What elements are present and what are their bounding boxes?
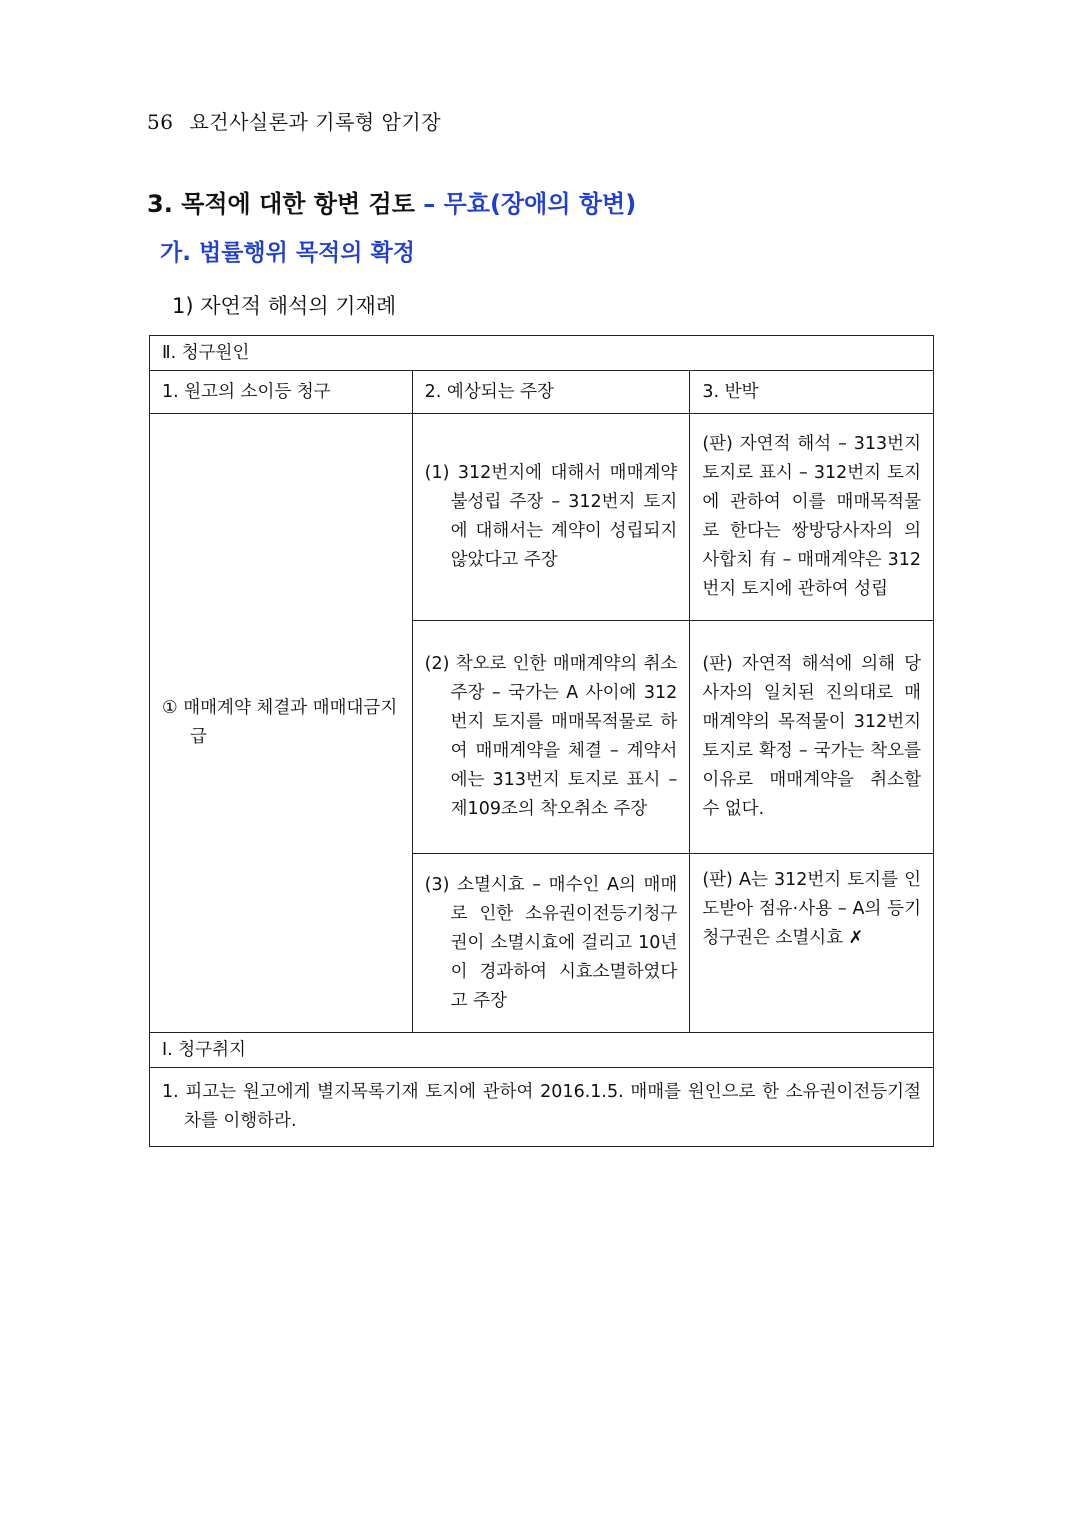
- section-title-main: 3. 목적에 대한 항변 검토: [147, 190, 415, 218]
- claim-table: [149, 335, 934, 1147]
- section-title: [147, 184, 636, 219]
- rebuttal-text: (판) A는 312번지 토지를 인도받아 점유·사용 – A의 등기청구권은 소멸시효 ✗: [702, 870, 921, 948]
- assertion-cell: [412, 621, 690, 854]
- cause-header-cell: Ⅱ. 청구원인: [150, 336, 934, 371]
- purpose-body-cell: [150, 1068, 934, 1147]
- book-title: 요건사실론과 기록형 암기장: [189, 110, 442, 134]
- rebuttal-text: (판) 자연적 해석 – 313번지 토지로 표시 – 312번지 토지에 관하여 이를 매매목적물로 한다는 쌍방당사자의 의사합치 有 – 매매계약은 312번지 토지에 관하여 성립: [702, 434, 921, 599]
- purpose-header-cell: Ⅰ. 청구취지: [150, 1033, 934, 1068]
- column-header-claim: 1. 원고의 소이등 청구: [150, 371, 413, 414]
- rebuttal-text: (판) 자연적 해석에 의해 당사자의 일치된 진의대로 매매계약의 목적물이 312번지 토지로 확정 – 국가는 착오를 이유로 매매계약을 취소할 수 없다.: [702, 654, 921, 819]
- purpose-text: 1. 피고는 원고에게 별지목록기재 토지에 관하여 2016.1.5. 매매를 원인으로 한 소유권이전등기절차를 이행하라.: [162, 1082, 921, 1131]
- table-row: [150, 371, 934, 414]
- claim-text: ① 매매계약 체결과 매매대금지급: [162, 698, 398, 747]
- assertion-text: (3) 소멸시효 – 매수인 A의 매매로 인한 소유권이전등기청구권이 소멸시효에 걸리고 10년이 경과하여 시효소멸하였다고 주장: [424, 874, 678, 1011]
- assertion-cell: [412, 854, 690, 1033]
- assertion-text: (2) 착오로 인한 매매계약의 취소 주장 – 국가는 A 사이에 312번지 토지를 매매목적물로 하여 매매계약을 체결 – 계약서에는 313번지 토지로 표시 – 제109조의 착오취소 주장: [424, 654, 678, 819]
- subsection-title: 가. 법률행위 목적의 확정: [160, 240, 415, 266]
- subsubsection-title: 1) 자연적 해석의 기재례: [172, 294, 397, 318]
- claim-cell: [150, 414, 413, 1033]
- rebuttal-cell: [690, 414, 934, 621]
- column-header-rebuttal: 3. 반박: [690, 371, 934, 414]
- table-row: [150, 336, 934, 371]
- assertion-cell: [412, 414, 690, 621]
- table-row: [150, 1033, 934, 1068]
- table-row: [150, 1068, 934, 1147]
- section-title-highlight: – 무효(장애의 항변): [414, 190, 637, 218]
- table-row: [150, 414, 934, 621]
- column-header-assertion: 2. 예상되는 주장: [412, 371, 690, 414]
- page-number: 56: [147, 110, 174, 134]
- assertion-text: (1) 312번지에 대해서 매매계약 불성립 주장 – 312번지 토지에 대해서는 계약이 성립되지 않았다고 주장: [424, 463, 678, 570]
- rebuttal-cell: [690, 854, 934, 1033]
- rebuttal-cell: [690, 621, 934, 854]
- running-header: [147, 106, 441, 135]
